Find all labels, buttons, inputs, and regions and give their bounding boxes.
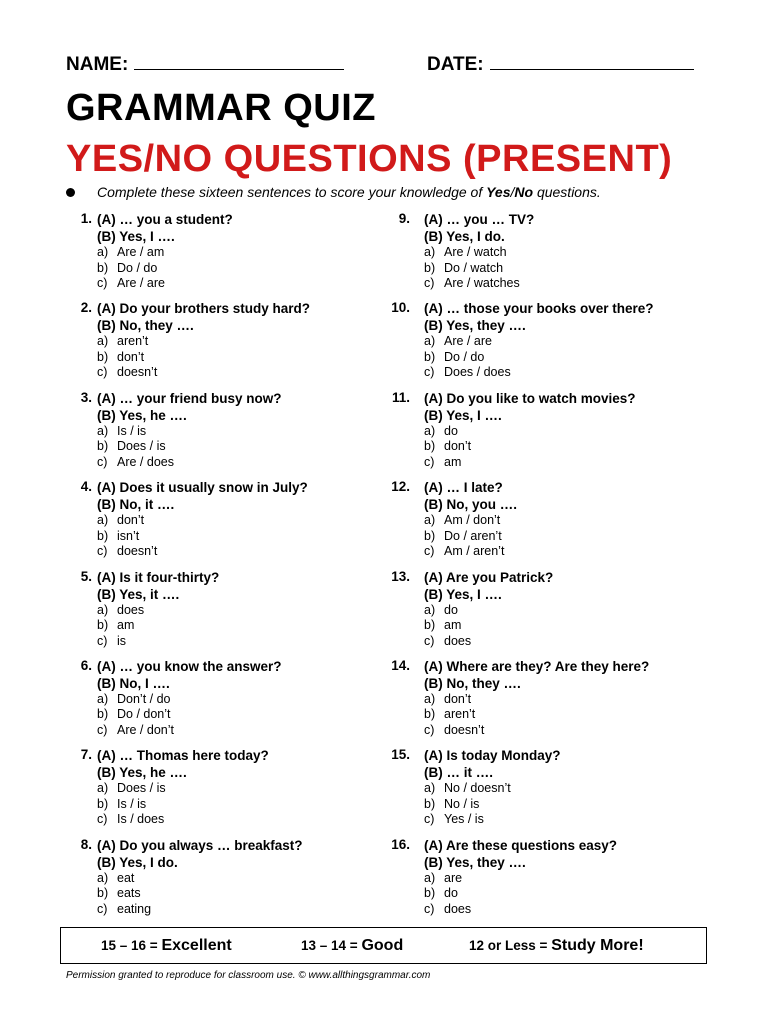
option-letter: b) — [424, 707, 436, 722]
option-text: Does / is — [117, 439, 166, 454]
option-text: Does / is — [117, 781, 166, 796]
question-body — [97, 658, 282, 739]
answer-option — [97, 812, 269, 828]
question-item — [66, 747, 396, 836]
answer-option — [97, 544, 308, 560]
score-good: 13 – 14 = Good — [301, 937, 404, 954]
question-line-a: (A) Are these questions easy? — [424, 837, 618, 853]
question-line-b: (B) Yes, I …. — [97, 229, 175, 244]
question-line-a: (A) … those your books over there? — [424, 301, 654, 317]
option-text: eating — [117, 901, 152, 916]
question-line-b: (B) … it …. — [424, 765, 493, 781]
question-line-b: (B) Yes, I do. — [424, 229, 505, 244]
question-line-b: (B) Yes, I …. — [424, 407, 502, 423]
option-text: Are / watches — [444, 276, 520, 290]
question-line-a: (A) … you a student? — [97, 212, 233, 227]
option-letter: c) — [424, 365, 435, 380]
option-text: do — [444, 423, 458, 438]
option-letter: c) — [424, 901, 435, 916]
question-line-a: (A) Do your brothers study hard? — [97, 301, 311, 317]
question-item — [390, 211, 720, 300]
question-line-b: (B) Yes, it …. — [97, 586, 180, 602]
question-number: 7. — [80, 747, 92, 763]
option-text: are — [444, 870, 463, 885]
option-text: No / is — [444, 796, 480, 811]
question-line-b: (B) No, they …. — [424, 675, 521, 691]
question-item — [390, 479, 720, 568]
option-letter: b) — [97, 439, 109, 454]
option-letter: a) — [424, 423, 436, 438]
option-text: Is / is — [117, 796, 147, 811]
answer-option — [97, 902, 303, 918]
option-letter: a) — [97, 513, 109, 528]
question-number: 9. — [398, 211, 410, 226]
question-item — [66, 479, 396, 568]
answer-option — [97, 603, 219, 619]
answer-option — [424, 350, 654, 366]
option-text: am — [117, 618, 135, 633]
date-blank-line — [490, 53, 694, 70]
option-text: Am / aren’t — [444, 544, 505, 559]
option-text: doesn’t — [117, 544, 158, 559]
question-item — [390, 569, 720, 658]
option-text: eat — [117, 870, 135, 885]
answer-option — [424, 781, 561, 797]
option-letter: a) — [97, 334, 109, 349]
answer-option — [97, 365, 310, 381]
question-body — [97, 211, 233, 292]
bullet-icon — [66, 188, 75, 197]
question-body — [97, 300, 310, 381]
option-text: Does / does — [444, 365, 511, 380]
question-body — [424, 211, 534, 292]
question-line-a: (A) … your friend busy now? — [97, 390, 282, 406]
answer-option — [97, 424, 282, 440]
option-text: Are / don’t — [117, 722, 174, 737]
question-number: 11. — [391, 389, 410, 405]
answer-option — [424, 634, 553, 650]
question-number: 3. — [80, 389, 92, 405]
option-text: don’t — [444, 691, 472, 706]
score-box — [60, 927, 707, 964]
question-number: 16. — [391, 836, 410, 852]
answer-option — [424, 797, 561, 813]
question-body — [424, 569, 553, 650]
answer-option — [424, 886, 617, 902]
option-text: No / doesn’t — [444, 781, 511, 796]
answer-option — [97, 707, 282, 723]
option-letter: b) — [97, 618, 109, 633]
question-body — [97, 837, 303, 918]
option-letter: c) — [97, 454, 108, 469]
questions-left-column — [66, 211, 396, 926]
option-letter: b) — [424, 618, 436, 633]
option-text: does — [444, 633, 472, 648]
answer-option — [97, 439, 282, 455]
name-date-row — [66, 53, 706, 77]
answer-option — [424, 245, 534, 261]
answer-option — [424, 334, 654, 350]
question-line-b: (B) No, I …. — [97, 675, 170, 691]
answer-option — [424, 871, 617, 887]
answer-option — [424, 529, 517, 545]
option-letter: b) — [424, 260, 436, 275]
question-line-b: (B) Yes, I …. — [424, 586, 502, 602]
option-text: eats — [117, 886, 141, 901]
question-line-b: (B) Yes, I do. — [97, 854, 178, 870]
option-letter: b) — [424, 796, 436, 811]
option-text: do — [444, 602, 458, 617]
option-letter: b) — [97, 886, 109, 901]
option-letter: a) — [97, 691, 109, 706]
option-letter: c) — [97, 722, 108, 737]
option-letter: a) — [97, 781, 109, 796]
option-letter: a) — [424, 870, 436, 885]
option-letter: a) — [97, 423, 109, 438]
option-text: aren’t — [444, 707, 476, 722]
option-letter: c) — [424, 276, 435, 290]
option-text: does — [117, 602, 145, 617]
option-letter: c) — [97, 365, 108, 380]
question-body — [97, 479, 308, 560]
question-line-a: (A) Do you always … breakfast? — [97, 837, 303, 853]
question-line-b: (B) Yes, he …. — [97, 765, 187, 781]
score-study-more: 12 or Less = Study More! — [469, 937, 644, 954]
option-letter: c) — [424, 544, 435, 559]
answer-option — [424, 424, 636, 440]
answer-option — [97, 692, 282, 708]
answer-option — [97, 261, 233, 277]
answer-option — [97, 455, 282, 471]
question-line-a: (A) Do you like to watch movies? — [424, 390, 636, 406]
question-item — [390, 300, 720, 389]
option-text: Are / does — [117, 454, 174, 469]
option-text: Do / watch — [444, 260, 504, 275]
option-letter: c) — [97, 276, 108, 290]
option-letter: a) — [424, 513, 436, 528]
option-text: Do / do — [444, 349, 485, 364]
answer-option — [424, 261, 534, 277]
answer-option — [97, 276, 233, 292]
answer-option — [97, 334, 310, 350]
option-letter: a) — [97, 870, 109, 885]
option-text: aren’t — [117, 334, 149, 349]
option-text: am — [444, 454, 462, 469]
option-text: don’t — [117, 349, 145, 364]
questions-right-column — [390, 211, 720, 926]
option-letter: a) — [97, 602, 109, 617]
option-letter: c) — [97, 812, 108, 827]
option-text: Are / are — [117, 276, 165, 290]
option-text: do — [444, 886, 458, 901]
question-item — [66, 658, 396, 747]
option-letter: b) — [97, 528, 109, 543]
question-item — [390, 747, 720, 836]
option-text: Am / don’t — [444, 513, 501, 528]
question-line-a: (A) Are you Patrick? — [424, 569, 554, 585]
option-text: isn’t — [117, 528, 140, 543]
question-line-b: (B) No, they …. — [97, 318, 194, 334]
question-line-a: (A) Is it four-thirty? — [97, 569, 220, 585]
question-number: 12. — [391, 479, 410, 495]
question-body — [97, 569, 219, 650]
answer-option — [424, 902, 617, 918]
question-line-b: (B) No, you …. — [424, 497, 517, 513]
answer-option — [97, 529, 308, 545]
option-text: Are / watch — [444, 245, 507, 259]
option-letter: a) — [424, 334, 436, 349]
question-line-b: (B) Yes, he …. — [97, 407, 187, 423]
answer-option — [97, 350, 310, 366]
score-excellent: 15 – 16 = Excellent — [101, 937, 232, 954]
option-text: is — [117, 633, 127, 648]
option-letter: c) — [97, 544, 108, 559]
question-item — [66, 837, 396, 926]
option-text: Is / is — [117, 423, 147, 438]
question-item — [390, 390, 720, 479]
name-field — [66, 53, 344, 76]
question-body — [97, 390, 282, 471]
option-text: Do / do — [117, 260, 158, 275]
option-letter: b) — [424, 349, 436, 364]
question-body — [424, 747, 561, 828]
answer-option — [424, 513, 517, 529]
question-item — [66, 211, 396, 300]
question-number: 4. — [80, 479, 92, 495]
name-label: NAME: — [66, 54, 129, 75]
answer-option — [424, 276, 534, 292]
question-number: 1. — [80, 211, 92, 226]
option-letter: c) — [97, 901, 108, 916]
option-letter: c) — [424, 812, 435, 827]
option-letter: c) — [424, 633, 435, 648]
option-text: Don’t / do — [117, 691, 171, 706]
option-text: Is / does — [117, 812, 165, 827]
question-number: 10. — [391, 300, 410, 316]
option-letter: c) — [424, 722, 435, 737]
answer-option — [97, 245, 233, 261]
option-letter: b) — [97, 796, 109, 811]
option-letter: a) — [424, 245, 436, 259]
option-letter: a) — [424, 691, 436, 706]
question-body — [424, 390, 636, 471]
answer-option — [97, 797, 269, 813]
answer-option — [424, 812, 561, 828]
question-line-a: (A) … you know the answer? — [97, 658, 282, 674]
question-line-a: (A) Where are they? Are they here? — [424, 658, 650, 674]
question-number: 8. — [80, 836, 92, 852]
option-text: don’t — [444, 439, 472, 454]
page-subtitle: YES/NO QUESTIONS (PRESENT) — [66, 138, 673, 180]
option-letter: b) — [424, 528, 436, 543]
answer-option — [424, 544, 517, 560]
question-number: 2. — [80, 300, 92, 316]
option-letter: a) — [424, 602, 436, 617]
answer-option — [424, 707, 649, 723]
question-body — [424, 300, 654, 381]
answer-option — [97, 886, 303, 902]
option-text: Are / am — [117, 245, 165, 259]
option-letter: b) — [424, 439, 436, 454]
question-line-a: (A) … Thomas here today? — [97, 748, 269, 764]
answer-option — [97, 871, 303, 887]
question-number: 6. — [80, 657, 92, 673]
question-body — [97, 747, 269, 828]
option-letter: a) — [97, 245, 109, 259]
question-line-b: (B) Yes, they …. — [424, 318, 526, 334]
option-text: doesn’t — [444, 722, 485, 737]
question-line-a: (A) Does it usually snow in July? — [97, 480, 308, 496]
answer-option — [424, 365, 654, 381]
question-number: 5. — [80, 568, 92, 584]
answer-option — [424, 618, 553, 634]
option-letter: b) — [97, 349, 109, 364]
question-body — [424, 837, 617, 918]
question-item — [66, 569, 396, 658]
option-letter: b) — [97, 707, 109, 722]
question-item — [66, 390, 396, 479]
date-field — [427, 53, 694, 76]
question-line-a: (A) Is today Monday? — [424, 748, 561, 764]
answer-option — [424, 455, 636, 471]
question-body — [424, 658, 649, 739]
option-letter: c) — [424, 454, 435, 469]
option-text: Yes / is — [444, 812, 484, 827]
question-item — [390, 837, 720, 926]
answer-option — [424, 723, 649, 739]
question-body — [424, 479, 517, 560]
option-letter: b) — [424, 886, 436, 901]
answer-option — [424, 692, 649, 708]
question-line-a: (A) … you … TV? — [424, 212, 535, 227]
question-item — [390, 658, 720, 747]
answer-option — [97, 634, 219, 650]
page-title: GRAMMAR QUIZ — [66, 87, 376, 129]
option-text: doesn’t — [117, 365, 158, 380]
option-text: don’t — [117, 513, 145, 528]
option-text: does — [444, 901, 472, 916]
answer-option — [424, 603, 553, 619]
option-letter: c) — [97, 633, 108, 648]
date-label: DATE: — [427, 54, 484, 75]
option-letter: b) — [97, 260, 109, 275]
answer-option — [424, 439, 636, 455]
option-text: Are / are — [444, 334, 492, 349]
question-line-b: (B) Yes, they …. — [424, 854, 526, 870]
question-number: 14. — [391, 657, 410, 673]
question-number: 13. — [391, 568, 410, 584]
question-line-b: (B) No, it …. — [97, 497, 175, 513]
answer-option — [97, 513, 308, 529]
question-item — [66, 300, 396, 389]
option-text: Do / aren’t — [444, 528, 502, 543]
name-blank-line — [134, 53, 344, 70]
option-letter: a) — [424, 781, 436, 796]
option-text: am — [444, 618, 462, 633]
question-line-a: (A) … I late? — [424, 480, 503, 496]
instructions-text: Complete these sixteen sentences to score your knowledge of Yes/No questions. — [97, 184, 601, 200]
option-text: Do / don’t — [117, 707, 171, 722]
footer-permission: Permission granted to reproduce for classroom use. © www.allthingsgrammar.com — [66, 970, 431, 981]
question-number: 15. — [391, 747, 410, 763]
answer-option — [97, 618, 219, 634]
answer-option — [97, 781, 269, 797]
answer-option — [97, 723, 282, 739]
